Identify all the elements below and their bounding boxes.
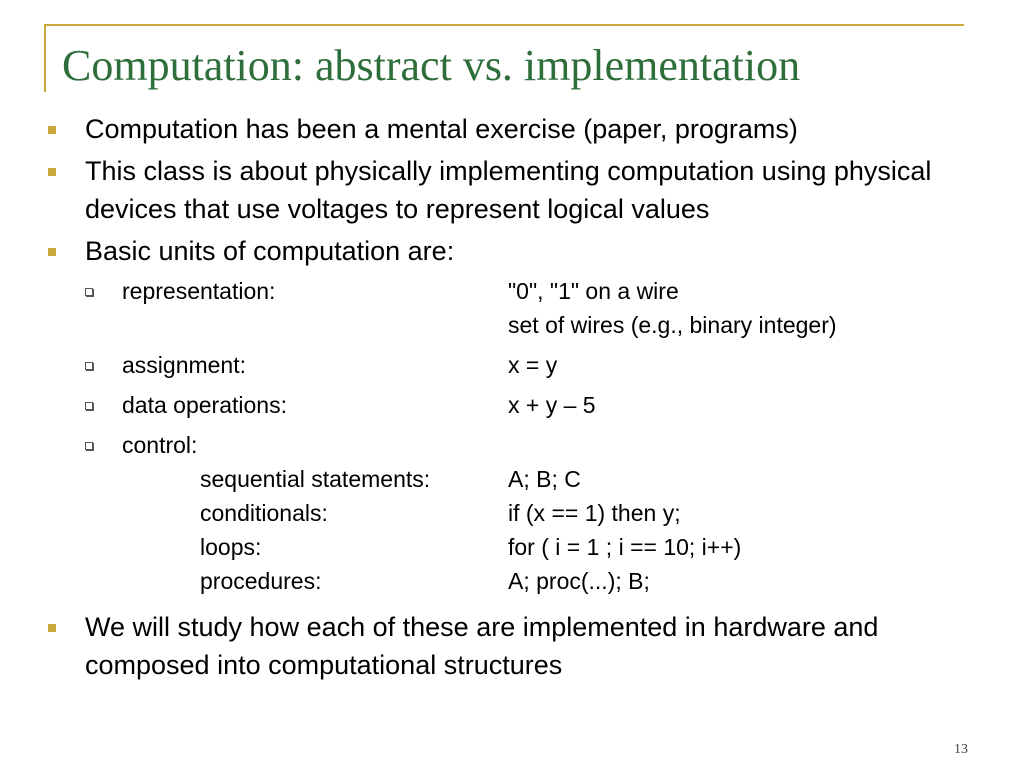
square-bullet-icon	[48, 126, 56, 134]
hollow-square-bullet-icon	[85, 288, 93, 296]
bullet-item	[0, 232, 1024, 270]
control-value: A; proc(...); B;	[508, 568, 650, 594]
sub-bullet-label: control:	[122, 432, 198, 458]
square-bullet-icon	[48, 624, 56, 632]
bullet-item	[0, 608, 1024, 684]
sub-bullet-item	[0, 274, 1024, 342]
control-value: A; B; C	[508, 466, 581, 492]
bullet-item	[0, 110, 1024, 148]
square-bullet-icon	[48, 168, 56, 176]
sub-bullet-value	[508, 274, 837, 342]
hollow-square-bullet-icon	[85, 402, 93, 410]
control-label: conditionals:	[200, 500, 328, 526]
sub-bullet-value: x = y	[508, 352, 558, 378]
control-value: for ( i = 1 ; i == 10; i++)	[508, 534, 742, 560]
hollow-square-bullet-icon	[85, 442, 93, 450]
sub-bullet-item	[0, 388, 1024, 422]
hollow-square-bullet-icon	[85, 362, 93, 370]
bullet-text: This class is about physically implementing computation using physical devices that use voltages to represent logical values	[85, 156, 932, 224]
control-value: if (x == 1) then y;	[508, 500, 681, 526]
control-item	[0, 496, 1024, 530]
sub-bullet-value-line: "0", "1" on a wire	[508, 278, 679, 304]
slide-title: Computation: abstract vs. implementation	[62, 41, 801, 90]
sub-bullet-label: representation:	[122, 278, 276, 304]
page-number: 13	[954, 742, 968, 757]
bullet-list	[0, 110, 1024, 688]
sub-bullet-label: data operations:	[122, 392, 287, 418]
title-frame-left-rule	[44, 24, 46, 92]
bullet-text: We will study how each of these are implemented in hardware and composed into computational structures	[85, 612, 879, 680]
control-item	[0, 530, 1024, 564]
control-label: sequential statements:	[200, 466, 431, 492]
bullet-item	[0, 152, 1024, 228]
sub-bullet-item	[0, 348, 1024, 382]
sub-bullet-label: assignment:	[122, 352, 247, 378]
control-label: loops:	[200, 534, 262, 560]
title-frame-top-rule	[44, 24, 964, 26]
square-bullet-icon	[48, 248, 56, 256]
sub-bullet-item	[0, 428, 1024, 462]
bullet-text: Basic units of computation are:	[85, 236, 455, 266]
control-label: procedures:	[200, 568, 322, 594]
bullet-text: Computation has been a mental exercise (paper, programs)	[85, 114, 798, 144]
control-item	[0, 564, 1024, 598]
control-item	[0, 462, 1024, 496]
sub-bullet-value: x + y – 5	[508, 392, 596, 418]
sub-bullet-value-line: set of wires (e.g., binary integer)	[508, 312, 837, 338]
